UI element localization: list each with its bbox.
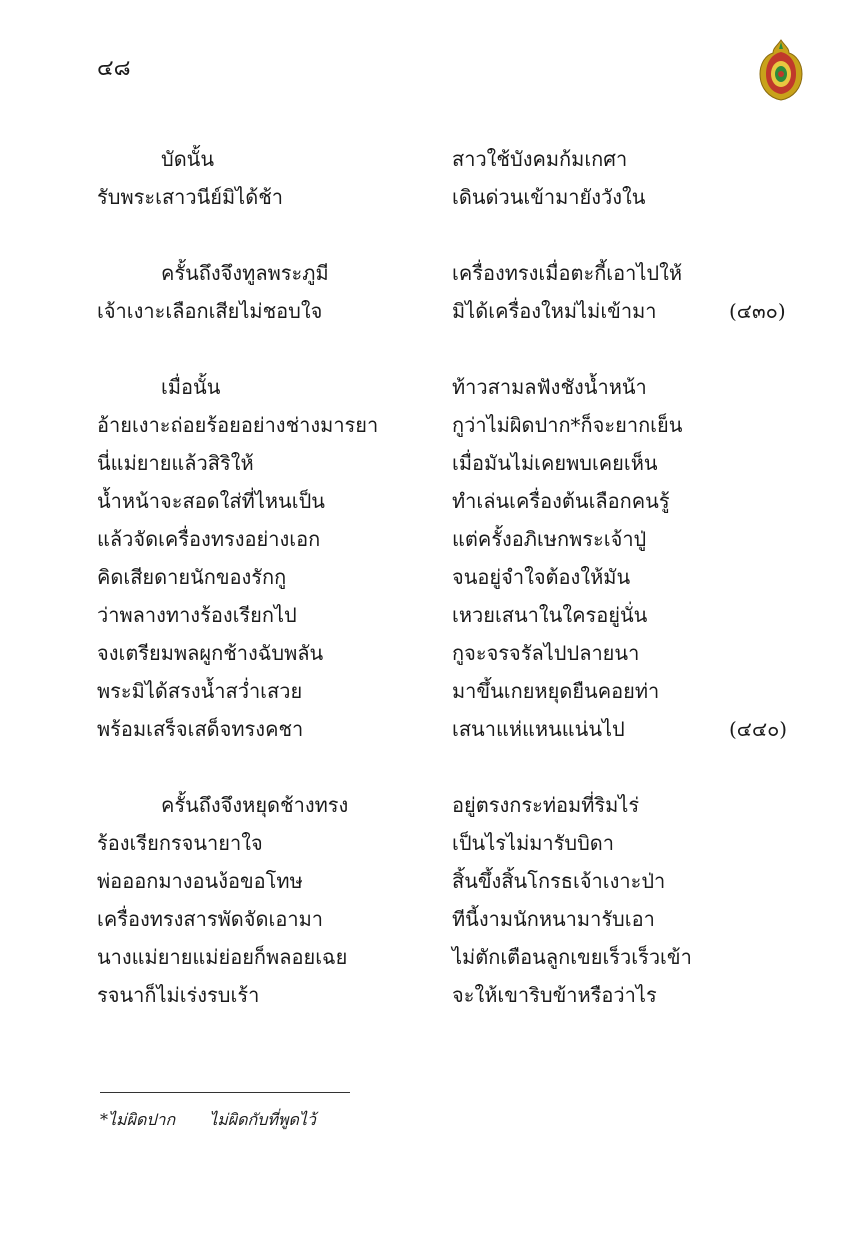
verse-second-half: มาขึ้นเกยหยุดยืนคอยท่า [452, 679, 660, 703]
verse-first-half: ว่าพลางทางร้องเรียกไป [97, 603, 297, 627]
verse-first-half: รับพระเสาวนีย์มิได้ช้า [97, 185, 284, 209]
verse-line [97, 672, 817, 710]
verse-second-half: เมื่อมันไม่เคยพบเคยเห็น [452, 451, 658, 475]
verse-first-half: นี่แม่ยายแล้วสิริให้ [97, 451, 254, 475]
verse-line [97, 786, 817, 824]
verse-line [97, 938, 817, 976]
stanza [97, 254, 817, 330]
verse-second-half: ทีนี้งามนักหนามารับเอา [452, 907, 655, 931]
verse-second-half: อยู่ตรงกระท่อมที่ริมไร่ [452, 793, 640, 817]
verse-line [97, 824, 817, 862]
stanza [97, 368, 817, 748]
footnote-term: *ไม่ผิดปาก [100, 1110, 176, 1129]
verse-line [97, 254, 817, 292]
verse-first-half: เมื่อนั้น [161, 375, 221, 399]
verse-line [97, 634, 817, 672]
verse-second-half: มิได้เครื่องใหม่ไม่เข้ามา [452, 299, 657, 323]
poem-body [97, 140, 817, 1014]
verse-second-half: กูจะจรจรัลไปปลายนา [452, 641, 640, 665]
verse-line [97, 444, 817, 482]
verse-first-half: พ่อออกมางอนง้อขอโทษ [97, 869, 303, 893]
stanza [97, 786, 817, 1014]
verse-first-half: รจนาก็ไม่เร่งรบเร้า [97, 983, 260, 1007]
verse-second-half: จนอยู่จำใจต้องให้มัน [452, 565, 631, 589]
verse-second-half: จะให้เขาริบข้าหรือว่าไร [452, 983, 657, 1007]
verse-number: (๔๓๐) [729, 299, 786, 323]
verse-first-half: เครื่องทรงสารพัดจัดเอามา [97, 907, 323, 931]
verse-line [97, 710, 817, 748]
verse-second-half: เครื่องทรงเมื่อตะกี้เอาไปให้ [452, 261, 683, 285]
verse-second-half: แต่ครั้งอภิเษกพระเจ้าปู่ [452, 527, 647, 551]
verse-second-half: เสนาแห่แหนแน่นไป [452, 717, 625, 741]
verse-line [97, 900, 817, 938]
verse-number: (๔๔๐) [729, 717, 788, 741]
royal-crest-icon [756, 38, 806, 102]
verse-line [97, 976, 817, 1014]
verse-first-half: จงเตรียมพลผูกช้างฉับพลัน [97, 641, 324, 665]
verse-second-half: กูว่าไม่ผิดปาก*ก็จะยากเย็น [452, 413, 683, 437]
verse-first-half: พระมิได้สรงน้ำสว่ำเสวย [97, 679, 303, 703]
verse-line [97, 178, 817, 216]
verse-first-half: ครั้นถึงจึงทูลพระภูมี [161, 261, 329, 285]
verse-second-half: ไม่ตักเตือนลูกเขยเร็วเร็วเข้า [452, 945, 692, 969]
verse-second-half: ท้าวสามลฟังชังน้ำหน้า [452, 375, 647, 399]
verse-line [97, 292, 817, 330]
verse-line [97, 482, 817, 520]
verse-first-half: น้ำหน้าจะสอดใส่ที่ไหนเป็น [97, 489, 325, 513]
verse-second-half: เหวยเสนาในใครอยู่นั่น [452, 603, 648, 627]
verse-first-half: ครั้นถึงจึงหยุดช้างทรง [161, 793, 349, 817]
footnote-definition: ไม่ผิดกับที่พูดไว้ [209, 1110, 316, 1129]
page-number: ๔๘ [97, 56, 131, 81]
verse-first-half: พร้อมเสร็จเสด็จทรงคชา [97, 717, 304, 741]
verse-line [97, 140, 817, 178]
verse-line [97, 558, 817, 596]
verse-second-half: สาวใช้บังคมก้มเกศา [452, 147, 628, 171]
footnote [100, 1108, 316, 1133]
verse-first-half: บัดนั้น [161, 147, 215, 171]
verse-first-half: อ้ายเงาะถ่อยร้อยอย่างช่างมารยา [97, 413, 379, 437]
verse-second-half: เป็นไรไม่มารับบิดา [452, 831, 615, 855]
footnote-divider [100, 1092, 350, 1093]
verse-line [97, 862, 817, 900]
verse-first-half: ร้องเรียกรจนายาใจ [97, 831, 263, 855]
verse-line [97, 368, 817, 406]
verse-second-half: เดินด่วนเข้ามายังวังใน [452, 185, 646, 209]
verse-first-half: แล้วจัดเครื่องทรงอย่างเอก [97, 527, 321, 551]
verse-line [97, 520, 817, 558]
stanza [97, 140, 817, 216]
verse-line [97, 406, 817, 444]
verse-second-half: ทำเล่นเครื่องต้นเลือกคนรู้ [452, 489, 670, 513]
verse-first-half: นางแม่ยายแม่ย่อยก็พลอยเฉย [97, 945, 348, 969]
verse-second-half: สิ้นขึ้งสิ้นโกรธเจ้าเงาะป่า [452, 869, 666, 893]
verse-line [97, 596, 817, 634]
verse-first-half: เจ้าเงาะเลือกเสียไม่ชอบใจ [97, 299, 323, 323]
verse-first-half: คิดเสียดายนักของรักกู [97, 565, 287, 589]
